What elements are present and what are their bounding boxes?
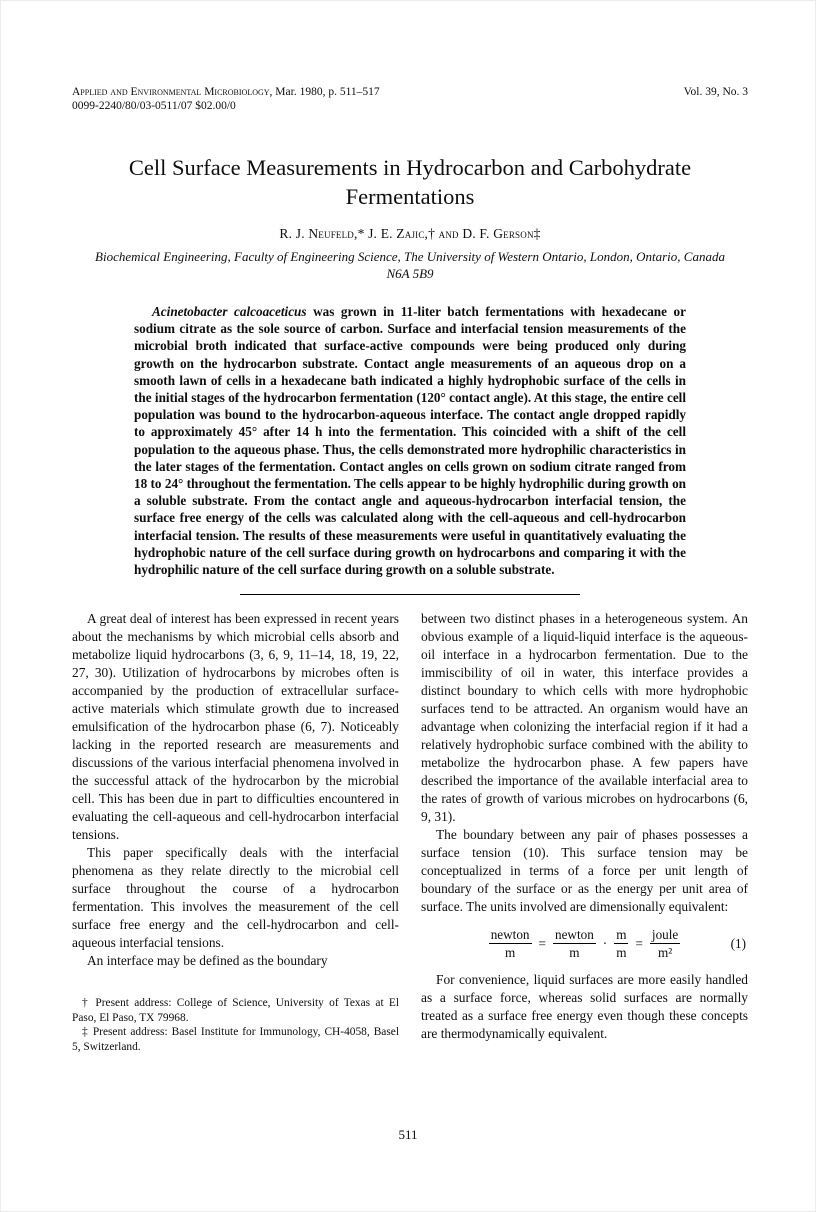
- footnote-double-dagger: ‡ Present address: Basel Institute for Immunology, CH-4058, Basel 5, Switzerland.: [72, 1026, 399, 1054]
- paragraph: A great deal of interest has been expressed in recent years about the mechanisms by which microbial cells absorb and metabolize liquid hydrocarbons (3, 6, 9, 11–14, 18, 19, 22, 27, 30). Utilization of hydrocarbons by microbes often is accompanied by the production of extracellular surface-active materials which stimulate growth due to increased emulsification of the hydrocarbon phase (6, 7). Noticeably lacking in the reported research are measurements and discussions of the various interfacial phenomena involved in the successful attack of the hydrocarbon by the microbial cell. This has been due in part to difficulties encountered in evaluating the cell-aqueous and cell-hydrocarbon interfacial tensions.: [72, 611, 399, 843]
- equation-1: [421, 927, 748, 960]
- volume-line: Vol. 39, No. 3: [683, 86, 748, 98]
- equals-sign: =: [635, 935, 643, 951]
- issn-line: 0099-2240/80/03-0511/07 $02.00/0: [72, 100, 236, 112]
- fraction-denominator: m²: [657, 945, 673, 961]
- paragraph: For convenience, liquid surfaces are more easily handled as a surface force, whereas solid surfaces are normally treated as a surface free energy even though these concepts are thermodynamically equivalent.: [421, 972, 748, 1042]
- abstract: [134, 303, 686, 578]
- equals-sign: =: [538, 935, 546, 951]
- fraction-numerator: newton: [490, 927, 530, 943]
- article-body: [72, 610, 748, 1054]
- equation-number: (1): [730, 935, 746, 951]
- masthead: [72, 85, 748, 113]
- fraction-newton-per-m: [489, 927, 532, 960]
- fraction-numerator: m: [616, 927, 627, 943]
- fraction-denominator: m: [569, 945, 580, 961]
- multiplication-dot: ·: [602, 935, 608, 951]
- fraction-newton-per-m: [553, 927, 596, 960]
- footnote-dagger: † Present address: College of Science, University of Texas at El Paso, El Paso, TX 79968.: [72, 997, 399, 1024]
- footnotes: [72, 996, 399, 1054]
- left-column: [72, 610, 399, 1054]
- paragraph: This paper specifically deals with the interfacial phenomena as they relate directly to the microbial cell surface throughout the course of a hydrocarbon fermentation. This involves the measurement of the cell surface free energy and the cell-hydrocarbon and cell-aqueous interfacial tensions.: [72, 845, 399, 951]
- journal-line: [72, 85, 380, 99]
- issue-info: Mar. 1980, p. 511–517: [272, 86, 380, 98]
- paragraph: The boundary between any pair of phases possesses a surface tension (10). This surface tension may be conceptualized in terms of a force per unit length of boundary of the surface or as the energy per unit area of surface. The units involved are dimensionally equivalent:: [421, 827, 748, 915]
- fraction-joule-per-m2: [650, 927, 680, 960]
- authors-line: R. J. Neufeld,* J. E. Zajic,† and D. F. Gerson‡: [279, 226, 541, 241]
- paragraph: An interface may be defined as the boundary: [87, 953, 328, 969]
- species-name: Acinetobacter calcoaceticus: [152, 304, 307, 319]
- page-content: [72, 85, 748, 1055]
- journal-name: Applied and Environmental Microbiology,: [72, 86, 273, 98]
- masthead-left: [72, 85, 380, 113]
- fraction-numerator: newton: [554, 927, 594, 943]
- fraction-numerator: joule: [651, 927, 679, 943]
- article-title: Cell Surface Measurements in Hydrocarbon and Carbohydrate Fermentations: [128, 155, 692, 209]
- abstract-body: was grown in 11-liter batch fermentations with hexadecane or sodium citrate as the sole source of carbon. Surface and interfacial tension measurements of the microbial broth indicated that surface-active compounds were being produced only during growth on the hydrocarbon substrate. Contact angle measurements of an aqueous drop on a smooth lawn of cells in a hexadecane bath indicated a highly hydrophobic surface of the cells in the initial stages of the hydrocarbon fermentation (120° contact angle). At this stage, the entire cell population was bound to the hydrocarbon-aqueous interface. The contact angle dropped rapidly to approximately 45° after 14 h into the fermentation. This coincided with a shift of the cell population to the aqueous phase. Thus, the cells demonstrated more hydrophilic characteristics in the later stages of the fermentation. Contact angles on cells grown on sodium citrate ranged from 18 to 24° throughout the fermentation. The cells appear to be highly hydrophilic during growth on a soluble substrate. From the contact angle and aqueous-hydrocarbon interfacial tension, the surface free energy of the cells was calculated along with the cell-aqueous and cell-hydrocarbon interfacial tension. The results of these measurements were useful in quantitatively evaluating the hydrophobic nature of the cell surface during growth on hydrocarbons and comparing it with the hydrophilic nature of the cell surface during growth on a soluble substrate.: [134, 304, 686, 578]
- fraction-denominator: m: [504, 945, 516, 961]
- right-column: [421, 610, 748, 1054]
- fraction-denominator: m: [616, 945, 627, 961]
- fraction-m-per-m: [614, 927, 628, 960]
- affiliation: Biochemical Engineering, Faculty of Engineering Science, The University of Western Ontario, London, Ontario, Canada N6A 5B9: [95, 249, 725, 281]
- section-divider: [240, 594, 580, 595]
- page-number: 511: [398, 1127, 418, 1142]
- paragraph: between two distinct phases in a heterogeneous system. An obvious example of a liquid-liquid interface is the aqueous-oil interface in a hydrocarbon fermentation. Due to the immiscibility of oil in water, this interface provides a distinct boundary to which cells with more hydrophobic surfaces tend to be attracted. An organism would have an advantage when colonizing the interfacial region if it had a relatively hydrophobic surface combined with the ability to metabolize the hydrocarbon phase. A few papers have described the importance of the available interfacial area to the rates of growth of various microbes on hydrocarbons (6, 9, 31).: [421, 611, 748, 825]
